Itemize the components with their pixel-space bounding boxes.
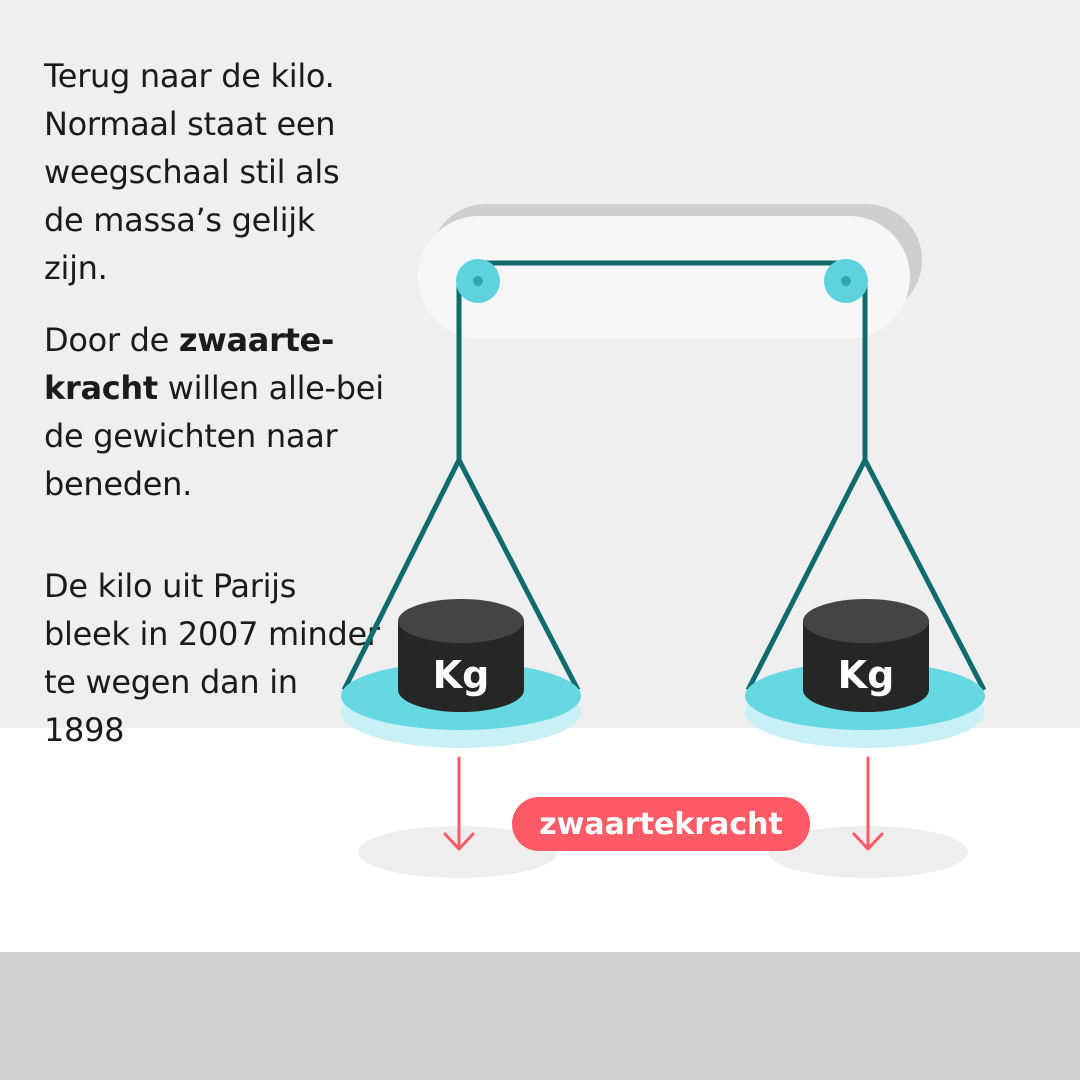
left-weight-label: Kg [432,653,490,697]
paragraph-intro: Terug naar de kilo. Normaal staat een weegschaal stil als de massa’s gelijk zijn. [44,57,340,287]
gravity-text-end: willen alle-bei de gewichten naar beneden. [44,369,384,503]
gravity-term: zwaarte-kracht [44,321,334,407]
right-weight [803,599,929,712]
left-weight [398,599,524,712]
gravity-badge-label: zwaartekracht [539,807,783,842]
left-pulley [456,259,500,303]
paragraph-paris-kilo: De kilo uit Parijs bleek in 2007 minder te wegen dan in 1898 [44,567,380,749]
gravity-text-start: Door de [44,321,179,359]
right-weight-label: Kg [837,653,895,697]
right-pulley [824,259,868,303]
gravity-badge [512,797,810,851]
